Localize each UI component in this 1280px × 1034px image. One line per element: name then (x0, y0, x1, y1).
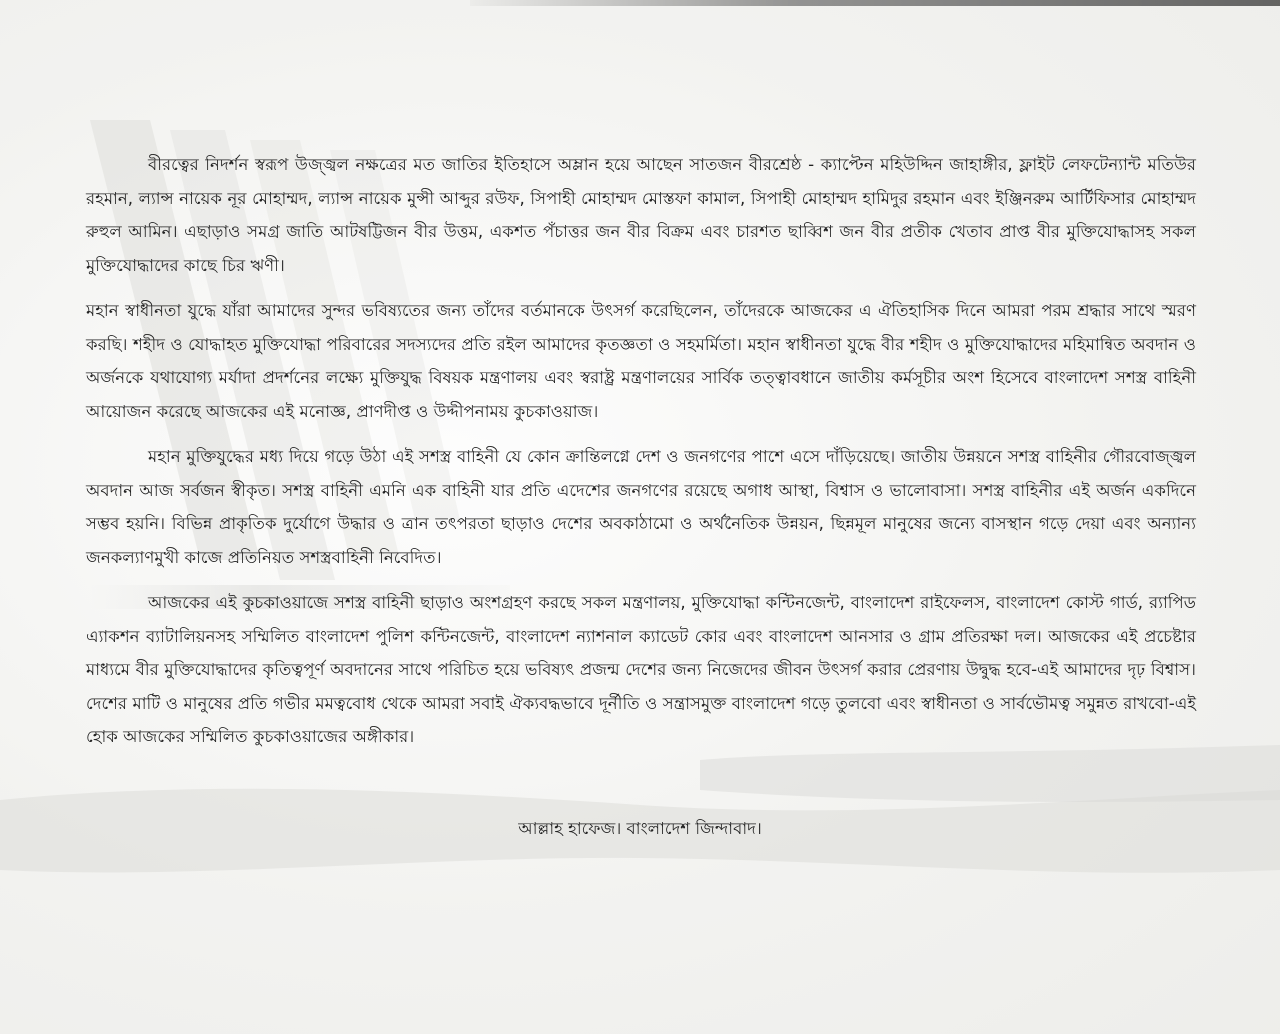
closing-line: আল্লাহ হাফেজ। বাংলাদেশ জিন্দাবাদ। (518, 819, 762, 838)
paragraph-4: আজকের এই কুচকাওয়াজে সশস্ত্র বাহিনী ছাড়াও অংশগ্রহণ করছে সকল মন্ত্রণালয়, মুক্তিযোদ্ধা কন্টিনজেন্ট, বাংলাদেশ রাইফেলস, বাংলাদেশ কোস্ট গার্ড, র‍্যাপিড এ্যাকশন ব্যাটালিয়নসহ সম্মিলিত বাংলাদেশ পুলিশ কন্টিনজেন্ট, বাংলাদেশ ন্যাশনাল ক্যাডেট কোর এবং বাংলাদেশ আনসার ও গ্রাম প্রতিরক্ষা দল। আজকের এই প্রচেষ্টার মাধ্যমে বীর মুক্তিযোদ্ধাদের কৃতিত্বপূর্ণ অবদানের সাথে পরিচিত হয়ে ভবিষ্যৎ প্রজন্ম দেশের জন্য নিজেদের জীবন উৎসর্গ করার প্রেরণায় উদ্বুদ্ধ হবে-এই আমাদের দৃঢ় বিশ্বাস। দেশের মাটি ও মানুষের প্রতি গভীর মমত্ববোধ থেকে আমরা সবাই ঐক্যবদ্ধভাবে দূর্নীতি ও সন্ত্রাসমুক্ত বাংলাদেশ গড়ে তুলবো এবং স্বাধীনতা ও সার্বভৌমত্ব সমুন্নত রাখবো-এই হোক আজকের সম্মিলিত কুচকাওয়াজের অঙ্গীকার। (86, 593, 1196, 746)
body-text (86, 148, 1196, 766)
paragraph-2: মহান স্বাধীনতা যুদ্ধে যাঁরা আমাদের সুন্দর ভবিষ্যতের জন্য তাঁদের বর্তমানকে উৎসর্গ করেছিলেন, তাঁদেরকে আজকের এ ঐতিহাসিক দিনে আমরা পরম শ্রদ্ধার সাথে স্মরণ করছি। শহীদ ও যোদ্ধাহত মুক্তিযোদ্ধা পরিবারের সদস্যদের প্রতি রইল আমাদের কৃতজ্ঞতা ও সহমর্মিতা। মহান স্বাধীনতা যুদ্ধে বীর শহীদ ও মুক্তিযোদ্ধাদের মহিমান্বিত অবদান ও অর্জনকে যথাযোগ্য মর্যাদা প্রদর্শনের লক্ষ্যে মুক্তিযুদ্ধ বিষয়ক মন্ত্রণালয় এবং স্বরাষ্ট্র মন্ত্রণালয়ের সার্বিক তত্ত্বাবধানে জাতীয় কর্মসূচীর অংশ হিসেবে বাংলাদেশ সশস্ত্র বাহিনী আয়োজন করেছে আজকের এই মনোজ্ঞ, প্রাণদীপ্ত ও উদ্দীপনাময় কুচকাওয়াজ। (86, 301, 1196, 421)
paragraph-1: বীরত্বের নিদর্শন স্বরূপ উজ্জ্বল নক্ষত্রের মত জাতির ইতিহাসে অম্লান হয়ে আছেন সাতজন বীরশ্রেষ্ঠ - ক্যাপ্টেন মহিউদ্দিন জাহাঙ্গীর, ফ্লাইট লেফটেন্যান্ট মতিউর রহমান, ল্যান্স নায়েক নূর মোহাম্মদ, ল্যান্স নায়েক মুন্সী আব্দুর রউফ, সিপাহী মোহাম্মদ মোস্তফা কামাল, সিপাহী মোহাম্মদ হামিদুর রহমান এবং ইঞ্জিনরুম আর্টিফিসার মোহাম্মদ রুহুল আমিন। এছাড়াও সমগ্র জাতি আটষট্টিজন বীর উত্তম, একশত পঁচাত্তর জন বীর বিক্রম এবং চারশত ছাব্বিশ জন বীর প্রতীক খেতাব প্রাপ্ত বীর মুক্তিযোদ্ধাসহ সকল মুক্তিযোদ্ধাদের কাছে চির ঋণী। (86, 155, 1196, 275)
paragraph-3: মহান মুক্তিযুদ্ধের মধ্য দিয়ে গড়ে উঠা এই সশস্ত্র বাহিনী যে কোন ক্রান্তিলগ্নে দেশ ও জনগণের পাশে এসে দাঁড়িয়েছে। জাতীয় উন্নয়নে সশস্ত্র বাহিনীর গৌরবোজ্জ্বল অবদান আজ সর্বজন স্বীকৃত। সশস্ত্র বাহিনী এমনি এক বাহিনী যার প্রতি এদেশের জনগণের রয়েছে অগাধ আস্থা, বিশ্বাস ও ভালোবাসা। সশস্ত্র বাহিনীর এই অর্জন একদিনে সম্ভব হয়নি। বিভিন্ন প্রাকৃতিক দুর্যোগে উদ্ধার ও ত্রান তৎপরতা ছাড়াও দেশের অবকাঠামো ও অর্থনৈতিক উন্নয়ন, ছিন্নমূল মানুষের জন্যে বাসস্থান গড়ে দেয়া এবং অন্যান্য জনকল্যাণমুখী কাজে প্রতিনিয়ত সশস্ত্রবাহিনী নিবেদিত। (86, 447, 1196, 567)
